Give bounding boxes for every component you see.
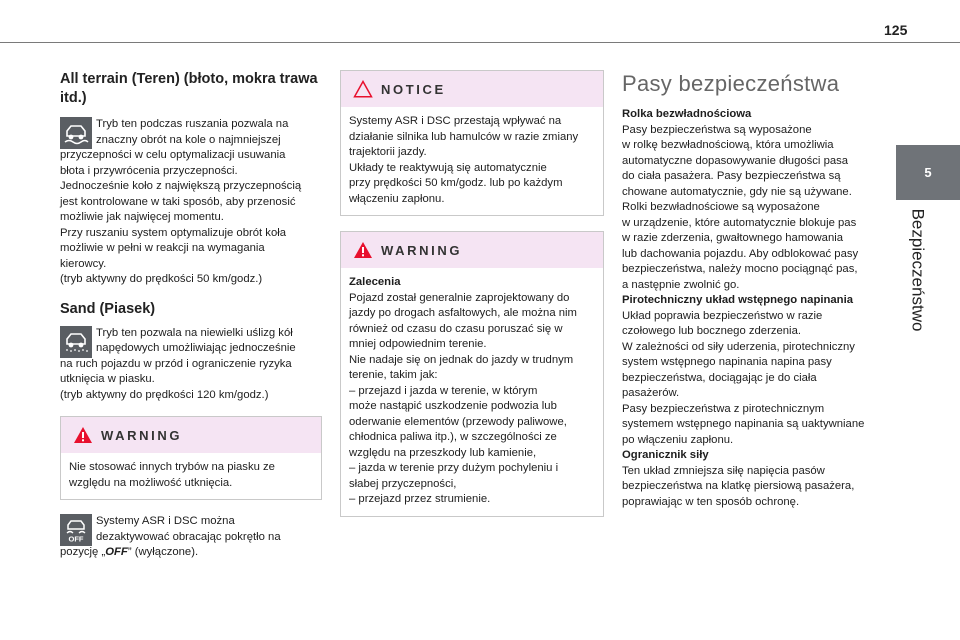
mud-mode-section: [60, 117, 322, 288]
warning-triangle-icon: [353, 241, 373, 259]
text-line: chłodnica paliwa itp.), w szczególności ze: [349, 431, 557, 443]
text-line: poprawiając w ten sposób ochronę.: [622, 495, 800, 508]
notice-label: NOTICE: [381, 81, 446, 97]
text-line: słabej przyczepności,: [349, 477, 457, 490]
notice-header: [341, 71, 603, 107]
seat-belts-text: [622, 107, 887, 510]
sand-terrain-icon: [60, 326, 92, 358]
text-line: możliwie jak najwięcej momentu.: [60, 211, 224, 223]
text-line: Układy te reaktywują się automatycznie: [349, 161, 547, 174]
text-line: Przy ruszaniu system optymalizuje obrót koła: [60, 226, 287, 239]
off-post: ” (wyłączone).: [127, 546, 199, 558]
notice-body: [341, 107, 603, 215]
warning-title: Zalecenia: [349, 276, 401, 288]
subheading-force-limiter: Ogranicznik siły: [622, 449, 709, 461]
warning-header: [341, 232, 603, 268]
text-line: (tryb aktywny do prędkości 50 km/godz.): [60, 273, 263, 285]
text-line: oderwanie elementów (przewody paliwowe,: [349, 415, 567, 428]
text-line: czołowego lub bocznego zderzenia.: [622, 325, 801, 337]
text-line: Pasy bezpieczeństwa z pirotechnicznym: [622, 402, 825, 415]
warning-label: WARNING: [101, 427, 183, 443]
subheading-pretensioner: Pirotechniczny układ wstępnego napinania: [622, 294, 854, 306]
asr-off-section: [60, 514, 322, 561]
text-line: znaczny obrót na kole o najmniejszej: [96, 133, 281, 146]
text-line: działanie silnika lub hamulców w razie zmiany: [349, 130, 579, 143]
text-line: kierowcy.: [60, 257, 107, 270]
mud-mode-text: [60, 117, 322, 288]
text-line: jest kontrolowane w taki sposób, aby przenosić: [60, 195, 296, 208]
text-line: trajektorii jazdy.: [349, 146, 427, 158]
asr-dsc-off-icon: [60, 514, 92, 546]
text-line: względu na przeszkody lub kamienie,: [349, 446, 537, 459]
text-line: chowane automatycznie, gdy nie są używane.: [622, 185, 852, 198]
warning-body: [61, 453, 321, 499]
text-line: względu na możliwość utknięcia.: [69, 476, 233, 489]
chapter-title: [897, 195, 937, 345]
chapter-tab[interactable]: 5: [896, 145, 960, 200]
text-line: bezpieczeństwa na klatkę piersiową pasażera,: [622, 480, 855, 492]
text-line: może nastąpić uszkodzenie podwozia lub: [349, 400, 557, 412]
text-line: jazdy po drogach asfaltowych, ale można nim: [349, 307, 577, 319]
heading-line: itd.): [60, 90, 87, 106]
text-line: dezaktywować obracając pokrętło na: [96, 530, 281, 543]
text-line: Jednocześnie koło z największą przyczepnością: [60, 180, 302, 192]
text-line: w urządzenie, które automatycznie blokuje pas: [622, 216, 857, 229]
text-line: Tryb ten pozwala na niewielki uślizg kół: [96, 326, 293, 339]
seat-belts-heading: Pasy bezpieczeństwa: [622, 71, 840, 96]
heading-line: All terrain (Teren) (błoto, mokra trawa: [60, 71, 318, 87]
column-1: [60, 70, 322, 561]
text-line: mniej odpowiednim terenie.: [349, 338, 487, 350]
text-line: system wstępnego napinania napina pasy: [622, 356, 832, 368]
column-2: [340, 70, 604, 517]
text-line: Układ poprawia bezpieczeństwo w razie: [622, 309, 823, 322]
sand-warning-box: [60, 416, 322, 500]
text-line: Rolki bezwładnościowe są wyposażone: [622, 201, 820, 213]
text-line: przy prędkości 50 km/godz. lub po każdym: [349, 177, 563, 189]
text-line: na ruch pojazdu w przód i ograniczenie ryzyka: [60, 357, 292, 370]
text-line: bezpieczeństwa, dociągając je do ciała: [622, 371, 817, 384]
warning-triangle-icon: [73, 426, 93, 444]
text-line: [60, 545, 322, 561]
text-line: błota i przywrócenia przyczepności.: [60, 164, 238, 177]
text-line: po włączeniu zapłonu.: [622, 433, 734, 446]
text-line: Nie stosować innych trybów na piasku ze: [69, 461, 275, 473]
notice-box: [340, 70, 604, 216]
text-line: W zależności od siły uderzenia, pirotechniczny: [622, 340, 855, 353]
text-line: również od czasu do czasu poruszać się w: [349, 322, 563, 335]
text-line: Pojazd został generalnie zaprojektowany do: [349, 291, 570, 304]
text-line: napędowych umożliwiając jednocześnie: [96, 342, 296, 354]
text-line: – przejazd i jazda w terenie, w którym: [349, 384, 538, 397]
text-line: (tryb aktywny do prędkości 120 km/godz.): [60, 388, 269, 401]
warning-header: [61, 417, 321, 453]
chapter-title-text: Bezpieczeństwo: [908, 208, 927, 332]
text-line: przyczepności w celu optymalizacji usuwania: [60, 149, 286, 161]
text-line: pasażerów.: [622, 387, 680, 399]
text-line: a następnie zwolnić go.: [622, 278, 740, 291]
sand-mode-text: [60, 326, 322, 404]
all-terrain-heading: [60, 70, 322, 108]
text-line: włączeniu zapłonu.: [349, 192, 445, 205]
mud-terrain-icon: [60, 117, 92, 149]
sand-heading: Sand (Piasek): [60, 300, 156, 317]
subheading-inertia-reel: Rolka bezwładnościowa: [622, 108, 752, 120]
text-line: Pasy bezpieczeństwa są wyposażone: [622, 123, 812, 136]
text-line: możliwie w pełni w reakcji na wymagania: [60, 242, 265, 254]
asr-off-text: [60, 514, 322, 561]
text-line: – przejazd przez strumienie.: [349, 493, 491, 505]
text-line: w razie zderzenia, gwałtownego hamowania: [622, 232, 844, 244]
text-line: do ciała pasażera. Pasy bezpieczeństwa są: [622, 170, 841, 182]
text-line: – jazda w terenie przy dużym pochyleniu i: [349, 462, 559, 474]
off-label: OFF: [105, 546, 128, 558]
terrain-warning-box: [340, 231, 604, 517]
text-line: systemem wstępnego napinania są uaktywniane: [622, 418, 865, 430]
column-3: [622, 70, 887, 510]
off-pre: pozycję „: [60, 546, 106, 558]
warning-label: WARNING: [381, 242, 463, 258]
svg-text:OFF: OFF: [68, 534, 84, 543]
text-line: lub dachowania pojazdu. Aby odblokować pasy: [622, 247, 859, 260]
text-line: utknięcia w piasku.: [60, 373, 155, 385]
text-line: terenie, takim jak:: [349, 369, 438, 381]
notice-triangle-icon: [353, 80, 373, 98]
text-line: Systemy ASR i DSC można: [96, 515, 235, 527]
text-line: automatyczne dopasowywanie długości pasa: [622, 154, 849, 167]
text-line: Tryb ten podczas ruszania pozwala na: [96, 118, 289, 130]
header-rule: [0, 42, 960, 43]
text-line: w rolkę bezwładnościową, która umożliwia: [622, 139, 834, 151]
warning-body: [341, 268, 603, 516]
text-line: Systemy ASR i DSC przestają wpływać na: [349, 115, 562, 127]
text-line: Nie nadaje się on jednak do jazdy w trudnym: [349, 353, 574, 366]
text-line: Ten układ zmniejsza siłę napięcia pasów: [622, 464, 825, 477]
sand-mode-section: [60, 326, 322, 404]
text-line: bezpieczeństwa, należy mocno pociągnąć pas,: [622, 263, 858, 275]
page-number: 125: [884, 22, 908, 38]
